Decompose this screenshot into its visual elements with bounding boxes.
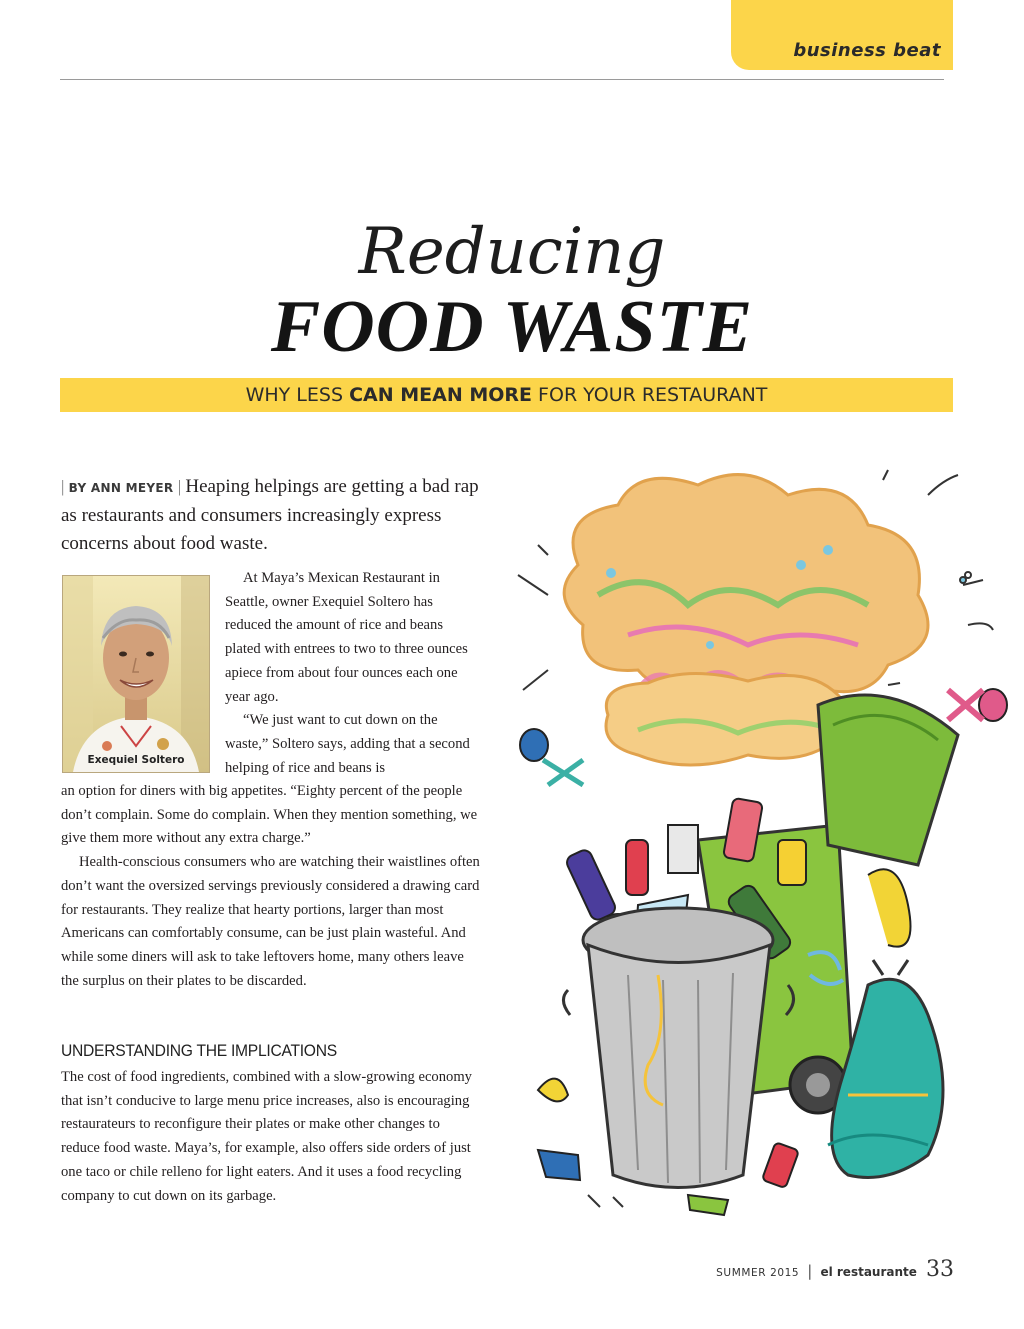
paragraph-1: At Maya’s Mexican Restaurant in Seattle, owner Exequiel Soltero has reduced the amount of rice and beans plated with entrees to two to three ounces apiece from about four ounces each one year ago. <box>225 570 468 705</box>
skull-icon <box>520 729 583 785</box>
byline: BY ANN MEYER <box>68 481 174 495</box>
page-footer <box>716 1257 954 1282</box>
skull-icon <box>948 689 1007 721</box>
trash-explosion-illustration <box>488 455 1024 1225</box>
subheadline <box>60 384 953 406</box>
main-column <box>61 780 481 993</box>
paragraph-2-start: “We just want to cut down on the waste,” Soltero says, adding that a second helping of rice and beans is <box>225 712 470 776</box>
section-tab-label: business beat <box>793 40 941 61</box>
paragraph-4: The cost of food ingredients, combined with a slow-growing economy that isn’t conducive to large menu price increases, also is encouraging restaurateurs to reconfigure their plates or make other changes to reduce food waste. Maya’s, for example, also offers side orders of just one taco or chile relleno for light eaters. And it uses a food recycling company to cut down on its garbage. <box>61 1069 472 1204</box>
subheadline-post: FOR YOUR RESTAURANT <box>532 384 768 406</box>
section-tab <box>731 0 953 70</box>
subheadline-pre: WHY LESS <box>245 384 350 406</box>
footer-issue: SUMMER 2015 <box>716 1267 800 1279</box>
footer-separator: | <box>807 1262 813 1280</box>
lede-text: Heaping helpings are getting a bad rap as restaurants and consumers increasingly express concerns about food waste. <box>61 476 479 554</box>
narrow-column <box>225 567 475 780</box>
paragraph-2-end: an option for diners with big appetites. “Eighty percent of the people don’t complain. Some do complain. When they mention something, we give them more without any extra charge.” <box>61 783 478 847</box>
paragraph-3: Health-conscious consumers who are watching their waistlines often don’t want the oversized servings previously considered a drawing card for restaurants. They realize that hearty portions, larger than most Americans can comfortably consume, can be just plain wasteful. And while some diners will ask to take leftovers home, many others leave the surplus on their plates to be discarded. <box>61 854 480 989</box>
author-photo <box>62 575 210 773</box>
section-heading: UNDERSTANDING THE IMPLICATIONS <box>61 1041 337 1060</box>
food-waste-illustration <box>488 455 1024 1225</box>
lede-paragraph: | BY ANN MEYER | Heaping helpings are getting a bad rap as restaurants and consumers increasingly express concerns about food waste. <box>61 476 479 554</box>
subheadline-bold: CAN MEAN MORE <box>349 384 533 406</box>
grey-trash-can <box>563 908 793 1188</box>
footer-magazine-name: el restaurante <box>820 1265 917 1279</box>
page-number: 33 <box>926 1257 954 1282</box>
portrait-image <box>63 576 209 772</box>
headline-line2: FOOD WASTE <box>270 286 754 368</box>
subheadline-bar <box>60 378 953 412</box>
final-column <box>61 1066 481 1208</box>
photo-caption: Exequiel Soltero <box>87 754 185 766</box>
top-divider <box>60 79 944 80</box>
headline-line1: Reducing <box>358 215 666 289</box>
